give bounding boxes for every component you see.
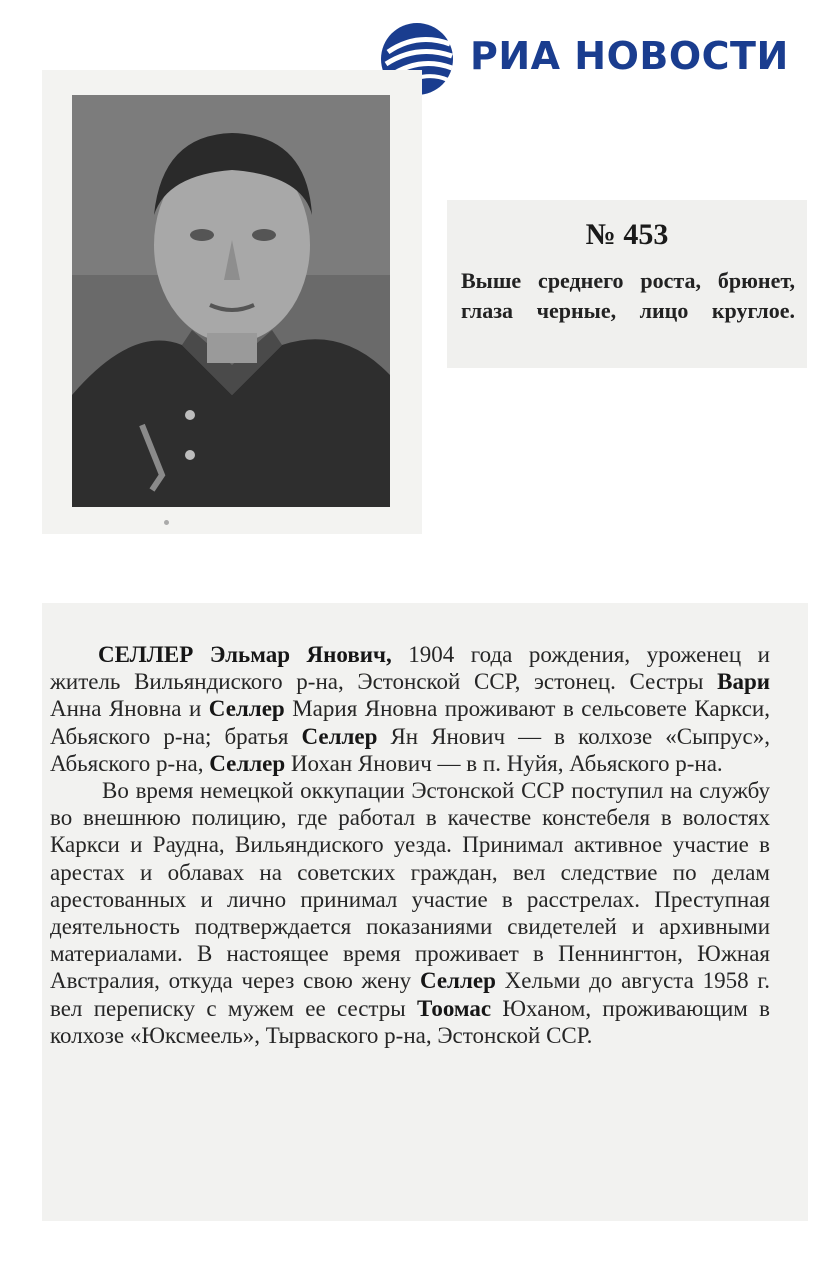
article-paragraph-2 <box>50 777 770 1049</box>
text-span: 1904 года рождения, уроженец и житель Вильяндиского р-на, Эстонской ССР, эстонец. Сестры <box>50 642 770 695</box>
text-span: Хельми до августа 1958 г. вел переписку с мужем ее сестры <box>50 968 770 1021</box>
text-span: Мария Яновна проживают в сельсовете Каркси, Абьяского р-на; братья <box>50 696 770 749</box>
speck-dot <box>164 520 169 525</box>
text-span: Иохан Янович — в п. Нуйя, Абьяского р-на. <box>285 750 723 776</box>
text-span: Анна Яновна и <box>50 696 209 722</box>
portrait-illustration <box>72 95 390 507</box>
portrait-photo <box>72 95 390 507</box>
caption-box <box>447 200 807 368</box>
article-clipping <box>42 603 808 1221</box>
relative-name: Селлер <box>301 723 378 749</box>
article-body <box>50 641 770 1049</box>
caption-number: № 453 <box>585 218 669 251</box>
logo-text: РИА НОВОСТИ <box>470 34 789 78</box>
text-span: Ян Янович — в колхозе «Сыпрус», Абьяского р-на, <box>50 723 770 776</box>
article-paragraph-1 <box>50 641 770 777</box>
relative-name: Селлер <box>209 750 286 776</box>
relative-name: Селлер <box>419 968 496 994</box>
relative-name: Тоомас <box>417 995 492 1021</box>
text-span: Юханом, проживающим в колхозе «Юксмеель», Тырваского р-на, Эстонской ССР. <box>50 995 770 1048</box>
relative-name: Вари <box>717 669 770 695</box>
relative-name: Селлер <box>208 696 285 722</box>
text-span: Во время немецкой оккупации Эстонской ССР поступил на службу во внешнюю полицию, где работал в качестве констебеля в волостях Каркси и Раудна, Вильяндиского уезда. Принимал активное участие в арестах и облавах на советских граждан, вел следствие по делам арестованных и лично принимал участие в расстрелах. Преступная деятельность подтверждается показаниями свидетелей и архивными материалами. В настоящее время проживает в Пеннингтон, Южная Австралия, откуда через свою жену <box>50 778 770 994</box>
photo-panel <box>42 70 422 534</box>
caption-description: Выше среднего роста, брюнет, глаза черные, лицо круглое. <box>461 268 795 323</box>
subject-name: СЕЛЛЕР Эльмар Янович, <box>98 642 392 667</box>
ria-novosti-logo <box>380 22 810 96</box>
